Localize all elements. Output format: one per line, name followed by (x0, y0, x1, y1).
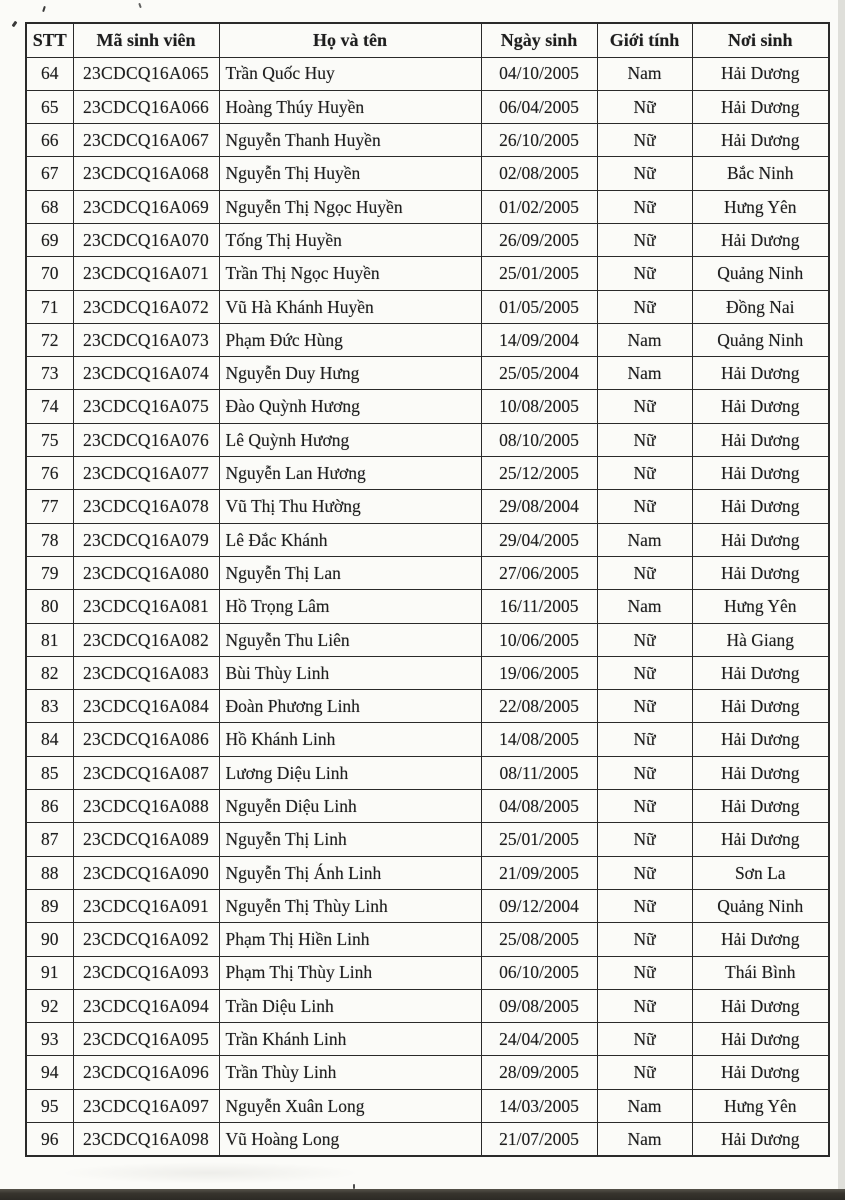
cell-stt: 91 (26, 956, 73, 989)
page-edge-shading (838, 0, 845, 1200)
cell-ten: Nguyễn Lan Hương (219, 457, 481, 490)
cell-ma: 23CDCQ16A083 (73, 656, 219, 689)
cell-gioi: Nữ (597, 257, 692, 290)
cell-gioi: Nữ (597, 823, 692, 856)
cell-ten: Phạm Đức Hùng (219, 323, 481, 356)
cell-ngay: 10/06/2005 (481, 623, 597, 656)
cell-ngay: 28/09/2005 (481, 1056, 597, 1089)
table-row (26, 989, 829, 1022)
cell-stt: 81 (26, 623, 73, 656)
cell-ngay: 24/04/2005 (481, 1023, 597, 1056)
cell-ten: Phạm Thị Hiền Linh (219, 923, 481, 956)
cell-noi: Hải Dương (692, 756, 829, 789)
cell-ngay: 25/12/2005 (481, 457, 597, 490)
table-row (26, 856, 829, 889)
cell-ngay: 06/10/2005 (481, 956, 597, 989)
cell-gioi: Nữ (597, 656, 692, 689)
cell-ma: 23CDCQ16A086 (73, 723, 219, 756)
cell-noi: Hải Dương (692, 923, 829, 956)
cell-noi: Hải Dương (692, 823, 829, 856)
cell-gioi: Nam (597, 523, 692, 556)
table-body (26, 57, 829, 1156)
cell-gioi: Nam (597, 1123, 692, 1156)
table-row (26, 523, 829, 556)
cell-ma: 23CDCQ16A076 (73, 423, 219, 456)
cell-gioi: Nữ (597, 556, 692, 589)
cell-ma: 23CDCQ16A078 (73, 490, 219, 523)
cell-ten: Hồ Khánh Linh (219, 723, 481, 756)
table-row (26, 690, 829, 723)
cell-gioi: Nữ (597, 623, 692, 656)
cell-gioi: Nữ (597, 190, 692, 223)
cell-ten: Nguyễn Thu Liên (219, 623, 481, 656)
cell-stt: 69 (26, 223, 73, 256)
cell-ma: 23CDCQ16A077 (73, 457, 219, 490)
cell-ngay: 25/05/2004 (481, 357, 597, 390)
cell-ma: 23CDCQ16A068 (73, 157, 219, 190)
table-row (26, 590, 829, 623)
table-row (26, 556, 829, 589)
table-row (26, 157, 829, 190)
cell-stt: 86 (26, 790, 73, 823)
cell-stt: 73 (26, 357, 73, 390)
cell-ma: 23CDCQ16A098 (73, 1123, 219, 1156)
cell-stt: 67 (26, 157, 73, 190)
cell-ngay: 21/09/2005 (481, 856, 597, 889)
cell-ma: 23CDCQ16A071 (73, 257, 219, 290)
cell-ma: 23CDCQ16A066 (73, 90, 219, 123)
cell-ten: Lương Diệu Linh (219, 756, 481, 789)
cell-ma: 23CDCQ16A084 (73, 690, 219, 723)
cell-ngay: 29/08/2004 (481, 490, 597, 523)
cell-ngay: 01/05/2005 (481, 290, 597, 323)
cell-noi: Hải Dương (692, 390, 829, 423)
cell-ten: Vũ Hà Khánh Huyền (219, 290, 481, 323)
student-table (25, 22, 830, 1157)
cell-ngay: 08/11/2005 (481, 756, 597, 789)
cell-ma: 23CDCQ16A092 (73, 923, 219, 956)
cell-noi: Hải Dương (692, 423, 829, 456)
cell-noi: Hải Dương (692, 57, 829, 90)
cell-stt: 95 (26, 1089, 73, 1122)
table-row (26, 90, 829, 123)
cell-ma: 23CDCQ16A074 (73, 357, 219, 390)
cell-ten: Tống Thị Huyền (219, 223, 481, 256)
cell-noi: Thái Bình (692, 956, 829, 989)
cell-ma: 23CDCQ16A095 (73, 1023, 219, 1056)
column-header-noi: Nơi sinh (692, 23, 829, 57)
cell-ngay: 09/12/2004 (481, 889, 597, 922)
cell-ten: Trần Thị Ngọc Huyền (219, 257, 481, 290)
table-row (26, 623, 829, 656)
table-row (26, 124, 829, 157)
cell-ma: 23CDCQ16A067 (73, 124, 219, 157)
cell-ten: Phạm Thị Thùy Linh (219, 956, 481, 989)
cell-ten: Vũ Hoàng Long (219, 1123, 481, 1156)
table-row (26, 323, 829, 356)
cell-stt: 87 (26, 823, 73, 856)
cell-gioi: Nữ (597, 390, 692, 423)
table-row (26, 1023, 829, 1056)
cell-ngay: 25/01/2005 (481, 823, 597, 856)
cell-gioi: Nữ (597, 490, 692, 523)
cell-ten: Trần Thùy Linh (219, 1056, 481, 1089)
cell-gioi: Nữ (597, 223, 692, 256)
cell-ten: Trần Khánh Linh (219, 1023, 481, 1056)
cell-ngay: 26/09/2005 (481, 223, 597, 256)
table-row (26, 956, 829, 989)
cell-ten: Nguyễn Thị Ánh Linh (219, 856, 481, 889)
cell-noi: Hải Dương (692, 457, 829, 490)
cell-stt: 78 (26, 523, 73, 556)
cell-ten: Nguyễn Thị Lan (219, 556, 481, 589)
cell-noi: Hải Dương (692, 790, 829, 823)
table-row (26, 823, 829, 856)
cell-ma: 23CDCQ16A087 (73, 756, 219, 789)
cell-gioi: Nữ (597, 956, 692, 989)
cell-gioi: Nữ (597, 723, 692, 756)
cell-ten: Trần Quốc Huy (219, 57, 481, 90)
cell-ten: Nguyễn Thanh Huyền (219, 124, 481, 157)
cell-ma: 23CDCQ16A080 (73, 556, 219, 589)
table-row (26, 357, 829, 390)
cell-ngay: 27/06/2005 (481, 556, 597, 589)
table-row (26, 889, 829, 922)
table-row (26, 1056, 829, 1089)
cell-stt: 75 (26, 423, 73, 456)
page-bottom-strip (0, 1189, 845, 1200)
cell-ten: Bùi Thùy Linh (219, 656, 481, 689)
cell-ngay: 22/08/2005 (481, 690, 597, 723)
cell-ma: 23CDCQ16A073 (73, 323, 219, 356)
cell-stt: 88 (26, 856, 73, 889)
cell-stt: 79 (26, 556, 73, 589)
cell-ma: 23CDCQ16A079 (73, 523, 219, 556)
cell-ten: Lê Đắc Khánh (219, 523, 481, 556)
table-row (26, 756, 829, 789)
cell-ten: Nguyễn Duy Hưng (219, 357, 481, 390)
table-row (26, 290, 829, 323)
cell-noi: Quảng Ninh (692, 889, 829, 922)
scan-smudge (60, 1162, 360, 1184)
cell-noi: Quảng Ninh (692, 323, 829, 356)
cell-stt: 80 (26, 590, 73, 623)
table-row (26, 1089, 829, 1122)
cell-ma: 23CDCQ16A075 (73, 390, 219, 423)
cell-gioi: Nam (597, 357, 692, 390)
cell-stt: 82 (26, 656, 73, 689)
cell-gioi: Nữ (597, 790, 692, 823)
cell-ngay: 10/08/2005 (481, 390, 597, 423)
scan-speck (12, 21, 18, 28)
scan-speck (138, 3, 142, 8)
cell-ma: 23CDCQ16A091 (73, 889, 219, 922)
cell-ngay: 06/04/2005 (481, 90, 597, 123)
column-header-ma: Mã sinh viên (73, 23, 219, 57)
cell-noi: Hưng Yên (692, 590, 829, 623)
cell-ten: Nguyễn Thị Thùy Linh (219, 889, 481, 922)
table-row (26, 390, 829, 423)
table-row (26, 923, 829, 956)
cell-ma: 23CDCQ16A081 (73, 590, 219, 623)
cell-gioi: Nữ (597, 124, 692, 157)
cell-ten: Hoàng Thúy Huyền (219, 90, 481, 123)
cell-ten: Nguyễn Thị Huyền (219, 157, 481, 190)
cell-noi: Hải Dương (692, 656, 829, 689)
table-row (26, 1123, 829, 1156)
cell-ten: Nguyễn Thị Linh (219, 823, 481, 856)
cell-noi: Hải Dương (692, 523, 829, 556)
cell-gioi: Nữ (597, 157, 692, 190)
cell-gioi: Nữ (597, 90, 692, 123)
cell-ma: 23CDCQ16A082 (73, 623, 219, 656)
cell-stt: 76 (26, 457, 73, 490)
cell-noi: Hải Dương (692, 223, 829, 256)
cell-stt: 64 (26, 57, 73, 90)
cell-stt: 83 (26, 690, 73, 723)
cell-noi: Hải Dương (692, 90, 829, 123)
cell-gioi: Nữ (597, 423, 692, 456)
cell-stt: 65 (26, 90, 73, 123)
cell-ngay: 01/02/2005 (481, 190, 597, 223)
table-row (26, 57, 829, 90)
cell-noi: Đồng Nai (692, 290, 829, 323)
table-row (26, 490, 829, 523)
cell-ngay: 21/07/2005 (481, 1123, 597, 1156)
cell-gioi: Nữ (597, 290, 692, 323)
cell-noi: Hải Dương (692, 1123, 829, 1156)
cell-gioi: Nam (597, 57, 692, 90)
cell-ten: Nguyễn Diệu Linh (219, 790, 481, 823)
cell-ngay: 14/08/2005 (481, 723, 597, 756)
cell-stt: 90 (26, 923, 73, 956)
table-row (26, 190, 829, 223)
cell-ma: 23CDCQ16A069 (73, 190, 219, 223)
table-row (26, 423, 829, 456)
table-row (26, 656, 829, 689)
cell-stt: 66 (26, 124, 73, 157)
cell-noi: Bắc Ninh (692, 157, 829, 190)
cell-noi: Hải Dương (692, 989, 829, 1022)
table-row (26, 457, 829, 490)
column-header-gioi: Giới tính (597, 23, 692, 57)
cell-stt: 68 (26, 190, 73, 223)
cell-noi: Hưng Yên (692, 190, 829, 223)
cell-ma: 23CDCQ16A093 (73, 956, 219, 989)
cell-gioi: Nữ (597, 1023, 692, 1056)
cell-noi: Hải Dương (692, 690, 829, 723)
cell-ma: 23CDCQ16A072 (73, 290, 219, 323)
cell-ma: 23CDCQ16A088 (73, 790, 219, 823)
header-row (26, 23, 829, 57)
cell-ngay: 14/03/2005 (481, 1089, 597, 1122)
cell-ma: 23CDCQ16A070 (73, 223, 219, 256)
cell-gioi: Nữ (597, 923, 692, 956)
cell-noi: Hải Dương (692, 1023, 829, 1056)
cell-noi: Quảng Ninh (692, 257, 829, 290)
cell-ten: Nguyễn Thị Ngọc Huyền (219, 190, 481, 223)
cell-ngay: 09/08/2005 (481, 989, 597, 1022)
cell-gioi: Nam (597, 1089, 692, 1122)
cell-ten: Hồ Trọng Lâm (219, 590, 481, 623)
cell-noi: Hải Dương (692, 556, 829, 589)
cell-ngay: 02/08/2005 (481, 157, 597, 190)
cell-ma: 23CDCQ16A089 (73, 823, 219, 856)
cell-ten: Đoàn Phương Linh (219, 690, 481, 723)
cell-gioi: Nữ (597, 1056, 692, 1089)
cell-stt: 70 (26, 257, 73, 290)
table-row (26, 723, 829, 756)
cell-gioi: Nam (597, 590, 692, 623)
column-header-stt: STT (26, 23, 73, 57)
cell-ten: Trần Diệu Linh (219, 989, 481, 1022)
cell-ten: Vũ Thị Thu Hường (219, 490, 481, 523)
table-header (26, 23, 829, 57)
cell-ngay: 04/08/2005 (481, 790, 597, 823)
cell-noi: Hải Dương (692, 1056, 829, 1089)
cell-gioi: Nữ (597, 989, 692, 1022)
cell-gioi: Nam (597, 323, 692, 356)
cell-gioi: Nữ (597, 457, 692, 490)
cell-ten: Nguyễn Xuân Long (219, 1089, 481, 1122)
cell-ngay: 16/11/2005 (481, 590, 597, 623)
cell-ngay: 08/10/2005 (481, 423, 597, 456)
cell-gioi: Nữ (597, 756, 692, 789)
cell-noi: Hải Dương (692, 124, 829, 157)
cell-ma: 23CDCQ16A065 (73, 57, 219, 90)
cell-noi: Hải Dương (692, 357, 829, 390)
cell-ma: 23CDCQ16A096 (73, 1056, 219, 1089)
cell-gioi: Nữ (597, 856, 692, 889)
table-row (26, 257, 829, 290)
cell-stt: 71 (26, 290, 73, 323)
cell-stt: 72 (26, 323, 73, 356)
cell-stt: 85 (26, 756, 73, 789)
cell-ma: 23CDCQ16A090 (73, 856, 219, 889)
cell-stt: 92 (26, 989, 73, 1022)
cell-gioi: Nữ (597, 889, 692, 922)
cell-noi: Hải Dương (692, 490, 829, 523)
column-header-ngay: Ngày sinh (481, 23, 597, 57)
cell-ten: Đào Quỳnh Hương (219, 390, 481, 423)
cell-ngay: 04/10/2005 (481, 57, 597, 90)
cell-ngay: 14/09/2004 (481, 323, 597, 356)
scan-speck (42, 6, 46, 12)
cell-noi: Sơn La (692, 856, 829, 889)
cell-stt: 77 (26, 490, 73, 523)
cell-ngay: 26/10/2005 (481, 124, 597, 157)
cell-stt: 89 (26, 889, 73, 922)
cell-stt: 84 (26, 723, 73, 756)
cell-ngay: 19/06/2005 (481, 656, 597, 689)
cell-gioi: Nữ (597, 690, 692, 723)
cell-noi: Hải Dương (692, 723, 829, 756)
cell-ten: Lê Quỳnh Hương (219, 423, 481, 456)
cell-stt: 93 (26, 1023, 73, 1056)
cell-ngay: 29/04/2005 (481, 523, 597, 556)
table-row (26, 790, 829, 823)
cell-stt: 94 (26, 1056, 73, 1089)
cell-ngay: 25/08/2005 (481, 923, 597, 956)
cell-ngay: 25/01/2005 (481, 257, 597, 290)
cell-ma: 23CDCQ16A097 (73, 1089, 219, 1122)
cell-noi: Hà Giang (692, 623, 829, 656)
cell-noi: Hưng Yên (692, 1089, 829, 1122)
cell-stt: 74 (26, 390, 73, 423)
table-row (26, 223, 829, 256)
cell-stt: 96 (26, 1123, 73, 1156)
cell-ma: 23CDCQ16A094 (73, 989, 219, 1022)
column-header-ten: Họ và tên (219, 23, 481, 57)
